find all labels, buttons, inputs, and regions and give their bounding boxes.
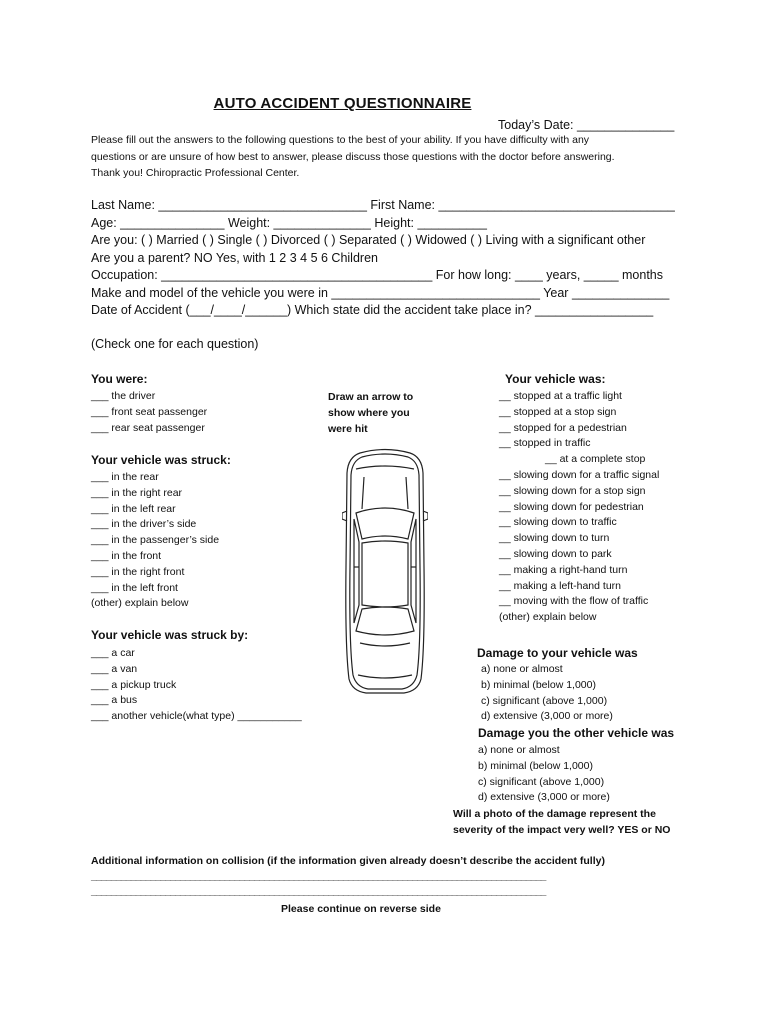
parent-options[interactable]: Are you a parent? NO Yes, with 1 2 3 4 5 6 Children: [91, 250, 378, 265]
option-right-front[interactable]: ___ in the right front: [91, 565, 185, 578]
option-slowing-traffic[interactable]: __ slowing down to traffic: [499, 516, 617, 529]
instructions-line: Thank you! Chiropractic Professional Center.: [91, 167, 300, 179]
additional-info-label: Additional information on collision (if the information given already doesn’t describe the accident fully): [91, 855, 605, 867]
struck-options: [91, 470, 219, 612]
option-slowing-traffic-signal[interactable]: __ slowing down for a traffic signal: [499, 468, 660, 481]
option-front[interactable]: ___ in the front: [91, 549, 162, 562]
option-passengers-side[interactable]: ___ in the passenger’s side: [91, 534, 220, 547]
photo-question-line: severity of the impact very well? YES or NO: [453, 824, 671, 836]
draw-note-line: show where you: [328, 407, 410, 419]
option-rear[interactable]: ___ in the rear: [91, 471, 159, 483]
age-weight-height-fields[interactable]: Age: _______________ Weight: ______________ Height: __________: [91, 215, 487, 230]
option-significant[interactable]: c) significant (above 1,000): [481, 694, 608, 707]
name-fields[interactable]: Last Name: ______________________________ First Name: __________________________________: [91, 198, 675, 212]
additional-info-line[interactable]: ____________________________________________________________________________________________: [91, 885, 546, 897]
instructions-line: questions or are unsure of how best to answer, please discuss those questions with the doctor before answering.: [91, 150, 615, 163]
option-extensive[interactable]: d) extensive (3,000 or more): [478, 791, 610, 804]
you-were-options: [91, 389, 207, 436]
option-minimal[interactable]: b) minimal (below 1,000): [478, 759, 593, 772]
option-slowing-pedestrian[interactable]: __ slowing down for pedestrian: [499, 500, 644, 513]
option-stopped-in-traffic[interactable]: __ stopped in traffic: [499, 437, 591, 450]
struck-by-options: [91, 646, 302, 725]
option-none[interactable]: a) none or almost: [481, 663, 563, 675]
damage-other-heading: Damage you the other vehicle was: [478, 726, 675, 740]
option-flow-of-traffic[interactable]: __ moving with the flow of traffic: [499, 595, 649, 608]
page-title: AUTO ACCIDENT QUESTIONNAIRE: [213, 95, 472, 112]
option-stopped-pedestrian[interactable]: __ stopped for a pedestrian: [499, 421, 627, 434]
option-right-rear[interactable]: ___ in the right rear: [91, 486, 183, 499]
continue-note: Please continue on reverse side: [281, 903, 441, 915]
your-vehicle-was-heading: Your vehicle was:: [505, 372, 606, 386]
struck-by-heading: Your vehicle was struck by:: [91, 628, 249, 642]
option-left-front[interactable]: ___ in the left front: [91, 581, 178, 594]
photo-question[interactable]: [453, 806, 670, 838]
option-slowing-stop-sign[interactable]: __ slowing down for a stop sign: [499, 484, 646, 497]
photo-question-line: Will a photo of the damage represent the: [453, 808, 656, 820]
car-top-view-diagram[interactable]: [342, 447, 428, 695]
damage-yours-heading: Damage to your vehicle was: [477, 646, 638, 660]
occupation-fields[interactable]: Occupation: _______________________________________ For how long: ____ years, _____ months: [91, 268, 663, 282]
draw-note-line: Draw an arrow to: [328, 391, 414, 403]
todays-date-field[interactable]: Today’s Date: ______________: [498, 118, 675, 132]
option-stopped-stop-sign[interactable]: __ stopped at a stop sign: [499, 405, 617, 418]
option-car[interactable]: ___ a car: [91, 647, 135, 659]
option-driver[interactable]: ___ the driver: [91, 390, 156, 402]
damage-other-options: [478, 743, 610, 806]
option-extensive[interactable]: d) extensive (3,000 or more): [481, 710, 613, 723]
accident-date-state-fields[interactable]: Date of Accident (___/____/______) Which state did the accident take place in? _________________: [91, 303, 654, 317]
instructions-line: Please fill out the answers to the following questions to the best of your ability. If you have difficulty with any: [91, 134, 590, 146]
option-complete-stop[interactable]: __ at a complete stop: [545, 453, 646, 466]
option-rear-seat-passenger[interactable]: ___ rear seat passenger: [91, 421, 205, 434]
vehicle-fields[interactable]: Make and model of the vehicle you were in ______________________________ Year ______________: [91, 285, 670, 300]
check-note: (Check one for each question): [91, 337, 259, 351]
option-stopped-traffic-light[interactable]: __ stopped at a traffic light: [499, 390, 622, 402]
option-none[interactable]: a) none or almost: [478, 744, 560, 756]
option-van[interactable]: ___ a van: [91, 662, 138, 675]
option-slowing-park[interactable]: __ slowing down to park: [499, 547, 612, 560]
damage-yours-options: [481, 662, 613, 725]
option-front-seat-passenger[interactable]: ___ front seat passenger: [91, 405, 208, 418]
option-drivers-side[interactable]: ___ in the driver’s side: [91, 518, 197, 531]
option-pickup-truck[interactable]: ___ a pickup truck: [91, 678, 177, 691]
personal-info-form: [91, 197, 675, 320]
option-slowing-turn[interactable]: __ slowing down to turn: [499, 532, 610, 545]
marital-status-options[interactable]: Are you: ( ) Married ( ) Single ( ) Divorced ( ) Separated ( ) Widowed ( ) Living with a significant other: [91, 233, 646, 247]
option-other-explain[interactable]: (other) explain below: [91, 597, 189, 610]
struck-heading: Your vehicle was struck:: [91, 453, 231, 467]
draw-note-line: were hit: [328, 423, 368, 435]
option-significant[interactable]: c) significant (above 1,000): [478, 775, 605, 788]
additional-info-line[interactable]: ____________________________________________________________________________________________: [91, 870, 546, 882]
option-minimal[interactable]: b) minimal (below 1,000): [481, 678, 596, 691]
option-other-explain[interactable]: (other) explain below: [499, 611, 597, 624]
you-were-heading: You were:: [91, 372, 148, 386]
draw-arrow-note: [328, 389, 413, 437]
option-left-hand-turn[interactable]: __ making a left-hand turn: [499, 579, 621, 592]
instructions: [91, 132, 681, 182]
option-bus[interactable]: ___ a bus: [91, 694, 138, 707]
option-left-rear[interactable]: ___ in the left rear: [91, 502, 176, 515]
option-right-hand-turn[interactable]: __ making a right-hand turn: [499, 563, 628, 576]
your-vehicle-was-options: [499, 389, 659, 626]
option-another-vehicle[interactable]: ___ another vehicle(what type) ___________: [91, 710, 302, 723]
